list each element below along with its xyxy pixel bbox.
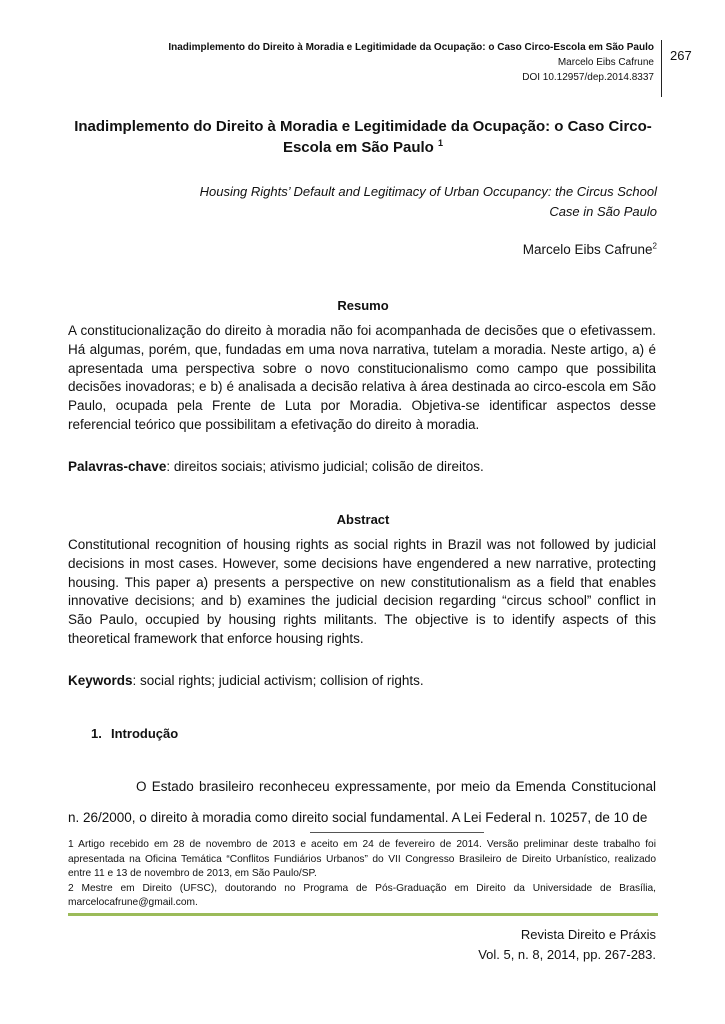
running-header-author: Marcelo Eibs Cafrune xyxy=(557,57,654,68)
article-title xyxy=(68,116,658,158)
keywords xyxy=(68,672,656,690)
title-footnote-marker[interactable]: 1 xyxy=(438,138,444,148)
footer-rule xyxy=(68,913,658,916)
english-title: Housing Rights’ Default and Legitimacy of Urban Occupancy: the Circus School Case in São Paulo xyxy=(199,184,657,219)
footnotes xyxy=(68,838,656,911)
article-title-text: Inadimplemento do Direito à Moradia e Legitimidade da Ocupação: o Caso Circo-Escola em São Paulo xyxy=(74,118,652,156)
keywords-label: Keywords xyxy=(68,673,133,688)
author-footnote-marker[interactable]: 2 xyxy=(652,241,657,251)
abstract-heading: Abstract xyxy=(336,512,390,527)
keywords-values: : social rights; judicial activism; collision of rights. xyxy=(132,673,424,688)
author-name: Marcelo Eibs Cafrune xyxy=(522,242,653,257)
palavras-chave-label: Palavras-chave xyxy=(68,459,167,474)
resumo-heading: Resumo xyxy=(337,298,389,313)
header-divider xyxy=(661,40,662,97)
journal-volume: Vol. 5, n. 8, 2014, pp. 267-283. xyxy=(478,947,656,962)
running-header-doi: DOI 10.12957/dep.2014.8337 xyxy=(522,72,654,83)
palavras-chave xyxy=(68,458,656,476)
palavras-chave-values: : direitos sociais; ativismo judicial; colisão de direitos. xyxy=(166,459,484,474)
journal-footer xyxy=(478,925,656,965)
introduction-number: 1. xyxy=(91,726,102,741)
introduction-text: O Estado brasileiro reconheceu expressamente, por meio da Emenda Constitucional n. 26/2000, o direito à moradia como direito social fundamental. A Lei Federal n. 10257, de 10 de xyxy=(68,779,656,825)
footnote-1: 1 Artigo recebido em 28 de novembro de 2013 e aceito em 24 de fevereiro de 2014. Versão preliminar deste trabalho foi apresentada na Oficina Temática “Conflitos Fundiários Urbanos” do VII Congresso Brasileiro de Direito Urbanístico, realizado entre 11 e 13 de novembro de 2013, em São Paulo/SP. xyxy=(68,839,656,879)
footnote-2: 2 Mestre em Direito (UFSC), doutorando no Programa de Pós-Graduação em Direito da Universidade de Brasília, marcelocafrune@gmail.com. xyxy=(68,882,656,908)
author-line xyxy=(523,242,657,257)
abstract-text: Constitutional recognition of housing rights as social rights in Brazil was not followed by judicial decisions in most cases. However, some decisions have engendered a new narrative, protecting housing. This paper a) presents a perspective on new constitutionalism as a field that enables innovative decisions; and b) examines the judicial decision regarding “circus school” conflict in São Paulo, occupied by housing rights militants. The objective is to identify aspects of this theoretical framework that enforce housing rights. xyxy=(68,537,656,646)
running-header-title: Inadimplemento do Direito à Moradia e Legitimidade da Ocupação: o Caso Circo-Escola em São Paulo xyxy=(168,42,654,53)
journal-name: Revista Direito e Práxis xyxy=(520,927,656,942)
resumo-text: A constitucionalização do direito à moradia não foi acompanhada de decisões que o efetivassem. Há algumas, porém, que, fundadas em uma nova narrativa, tutelam a moradia. Neste artigo, a) é apresentada uma perspectiva sobre o novo constitucionalismo como campo que possibilita decisões inovadoras; e b) é analisada a decisão relativa à área destinada ao circo-escola em São Paulo, ocupada pela Frente de Luta por Moradia. Objetiva-se identificar aspectos desse referencial teórico que possibilitam a efetivação do direito à moradia. xyxy=(68,323,656,432)
running-header xyxy=(168,40,654,85)
footnote-separator xyxy=(310,832,484,833)
introduction-heading xyxy=(91,726,178,741)
page-number: 267 xyxy=(670,48,692,63)
introduction-heading-text: Introdução xyxy=(111,726,179,741)
